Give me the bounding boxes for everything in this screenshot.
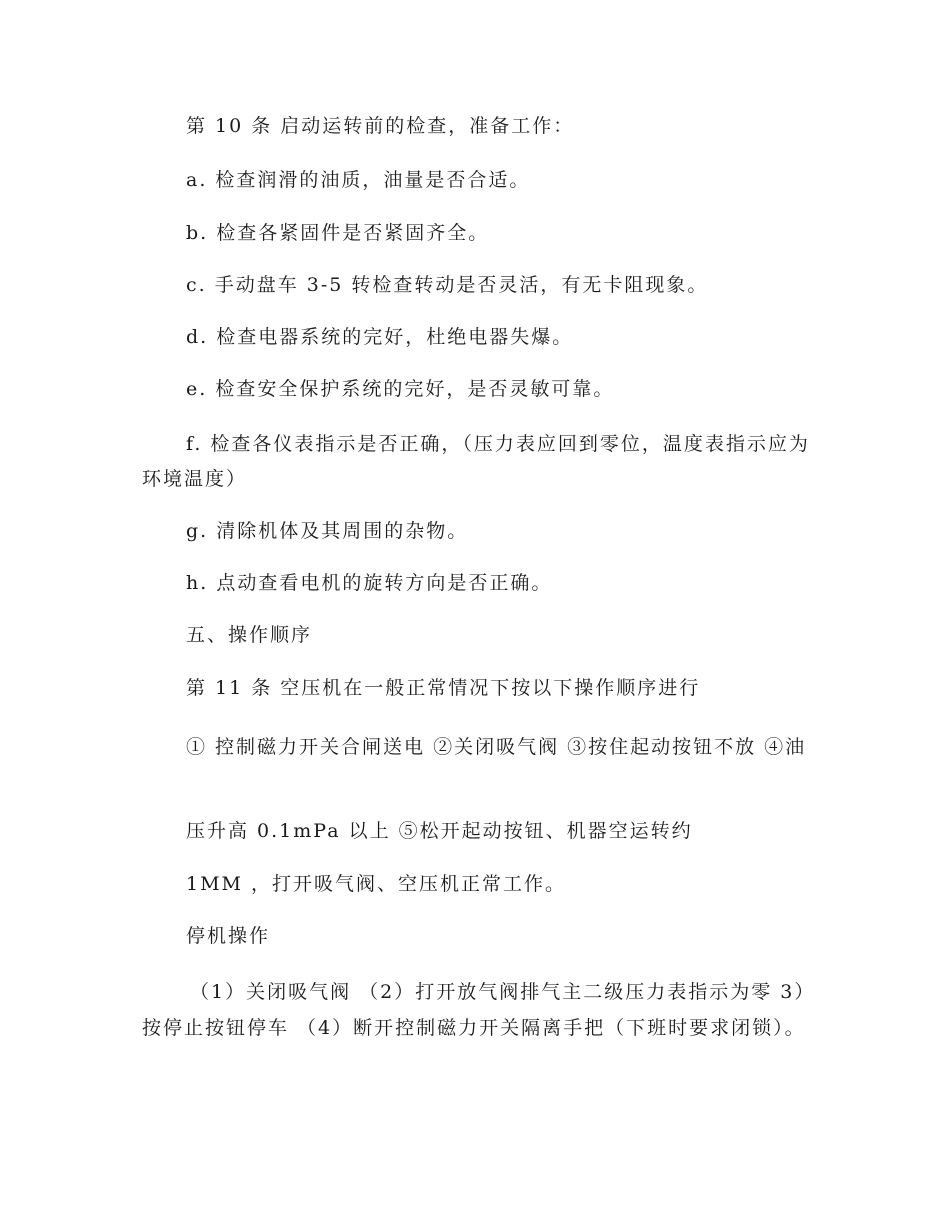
check-item-h: h. 点动查看电机的旋转方向是否正确。 [186,572,553,594]
operation-steps-line-1: ① 控制磁力开关合闸送电 ②关闭吸气阀 ③按住起动按钮不放 ④油 [186,736,807,758]
check-item-c: c. 手动盘车 3-5 转检查转动是否灵活，有无卡阻现象。 [186,274,709,296]
check-item-e: e. 检查安全保护系统的完好，是否灵敏可靠。 [186,378,615,400]
section-five-heading: 五、操作顺序 [186,624,313,646]
check-item-b: b. 检查各紧固件是否紧固齐全。 [186,222,490,244]
check-item-g: g. 清除机体及其周围的杂物。 [186,520,469,542]
article-11-heading: 第 11 条 空压机在一般正常情况下按以下操作顺序进行 [186,677,701,699]
check-item-a: a. 检查润滑的油质，油量是否合适。 [186,169,531,191]
check-item-d: d. 检查电器系统的完好，杜绝电器失爆。 [186,326,574,348]
operation-steps-line-2: 压升高 0.1mPa 以上 ⑤松开起动按钮、机器空运转约 [186,820,693,842]
shutdown-steps: （1）关闭吸气阀 （2）打开放气阀排气主二级压力表指示为零 3）按停止按钮停车 （4）断开控制磁力开关隔离手把（下班时要求闭锁）。 [142,981,806,1039]
article-10-heading: 第 10 条 启动运转前的检查，准备工作： [186,115,575,137]
operation-steps-line-3: 1MM ，打开吸气阀、空压机正常工作。 [186,873,567,895]
shutdown-heading: 停机操作 [186,925,271,947]
check-item-f: f. 检查各仪表指示是否正确，（压力表应回到零位，温度表指示应为环境温度） [142,433,810,490]
